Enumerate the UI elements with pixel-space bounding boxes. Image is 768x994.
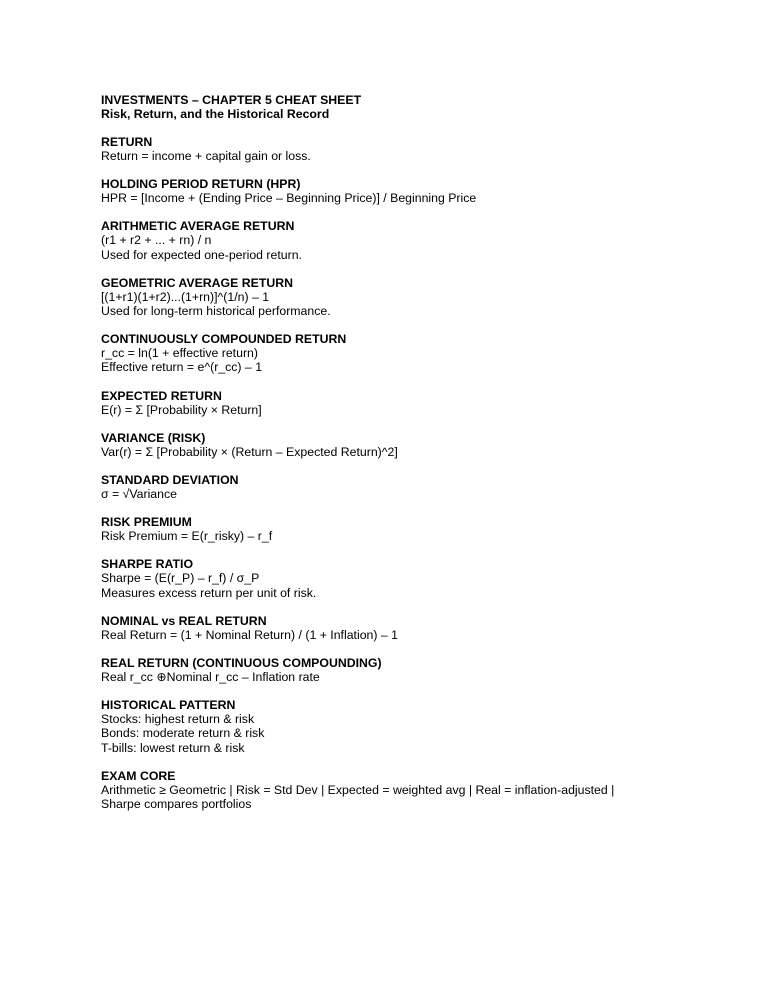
section-line: Var(r) = Σ [Probability × (Return – Expected Return)^2]	[101, 444, 398, 459]
section-geometric-average-return	[101, 276, 741, 318]
section-exam-core	[101, 769, 741, 811]
section-heading: SHARPE RATIO	[101, 557, 194, 572]
section-line: Bonds: moderate return & risk	[101, 726, 265, 741]
section-heading: RISK PREMIUM	[101, 515, 192, 530]
section-heading: CONTINUOUSLY COMPOUNDED RETURN	[101, 332, 347, 347]
section-line: [(1+r1)(1+r2)...(1+rn)]^(1/n) – 1	[101, 289, 270, 304]
section-line: Arithmetic ≥ Geometric | Risk = Std Dev | Expected = weighted avg | Real = inflation-adjusted |	[101, 782, 615, 797]
section-heading: EXAM CORE	[101, 768, 176, 783]
section-arithmetic-average-return	[101, 219, 741, 261]
section-heading: EXPECTED RETURN	[101, 388, 222, 403]
section-line: r_cc = ln(1 + effective return)	[101, 346, 258, 361]
section-line: HPR = [Income + (Ending Price – Beginning Price)] / Beginning Price	[101, 191, 477, 206]
section-standard-deviation	[101, 473, 741, 501]
document-subtitle: Risk, Return, and the Historical Record	[101, 107, 330, 121]
section-line: T-bills: lowest return & risk	[101, 740, 245, 755]
section-sharpe-ratio	[101, 557, 741, 599]
section-historical-pattern	[101, 698, 741, 755]
section-heading: VARIANCE (RISK)	[101, 430, 206, 445]
section-heading: NOMINAL vs REAL RETURN	[101, 613, 267, 628]
section-heading: ARITHMETIC AVERAGE RETURN	[101, 219, 295, 234]
sections-container	[101, 135, 741, 811]
section-line: Measures excess return per unit of risk.	[101, 585, 317, 600]
section-heading: HISTORICAL PATTERN	[101, 698, 236, 713]
section-line: Used for long-term historical performance.	[101, 304, 331, 319]
section-return	[101, 135, 741, 163]
section-line: Sharpe = (E(r_P) – r_f) / σ_P	[101, 571, 260, 586]
section-real-return-continuous-compounding	[101, 656, 741, 684]
section-line: E(r) = Σ [Probability × Return]	[101, 402, 262, 417]
section-line: Used for expected one-period return.	[101, 247, 302, 262]
section-variance-risk	[101, 431, 741, 459]
section-line: σ = √Variance	[101, 487, 177, 502]
section-heading: STANDARD DEVIATION	[101, 473, 239, 488]
section-line: Return = income + capital gain or loss.	[101, 149, 311, 163]
section-line: (r1 + r2 + ... + rn) / n	[101, 233, 212, 248]
section-line: Real Return = (1 + Nominal Return) / (1 + Inflation) – 1	[101, 627, 398, 642]
section-expected-return	[101, 389, 741, 417]
document-title: INVESTMENTS – CHAPTER 5 CHEAT SHEET	[101, 93, 362, 107]
section-line: Risk Premium = E(r_risky) – r_f	[101, 529, 273, 544]
section-heading: RETURN	[101, 135, 153, 149]
section-heading: HOLDING PERIOD RETURN (HPR)	[101, 177, 301, 192]
cheat-sheet-page	[101, 93, 741, 811]
section-heading: REAL RETURN (CONTINUOUS COMPOUNDING)	[101, 656, 382, 671]
section-risk-premium	[101, 515, 741, 543]
section-line: Sharpe compares portfolios	[101, 797, 252, 812]
section-line: Effective return = e^(r_cc) – 1	[101, 360, 263, 375]
section-line: Real r_cc ⊕Nominal r_cc – Inflation rate	[101, 670, 320, 685]
section-heading: GEOMETRIC AVERAGE RETURN	[101, 275, 293, 290]
section-holding-period-return-hpr	[101, 177, 741, 205]
section-line: Stocks: highest return & risk	[101, 712, 255, 727]
section-continuously-compounded-return	[101, 332, 741, 374]
section-nominal-vs-real-return	[101, 614, 741, 642]
